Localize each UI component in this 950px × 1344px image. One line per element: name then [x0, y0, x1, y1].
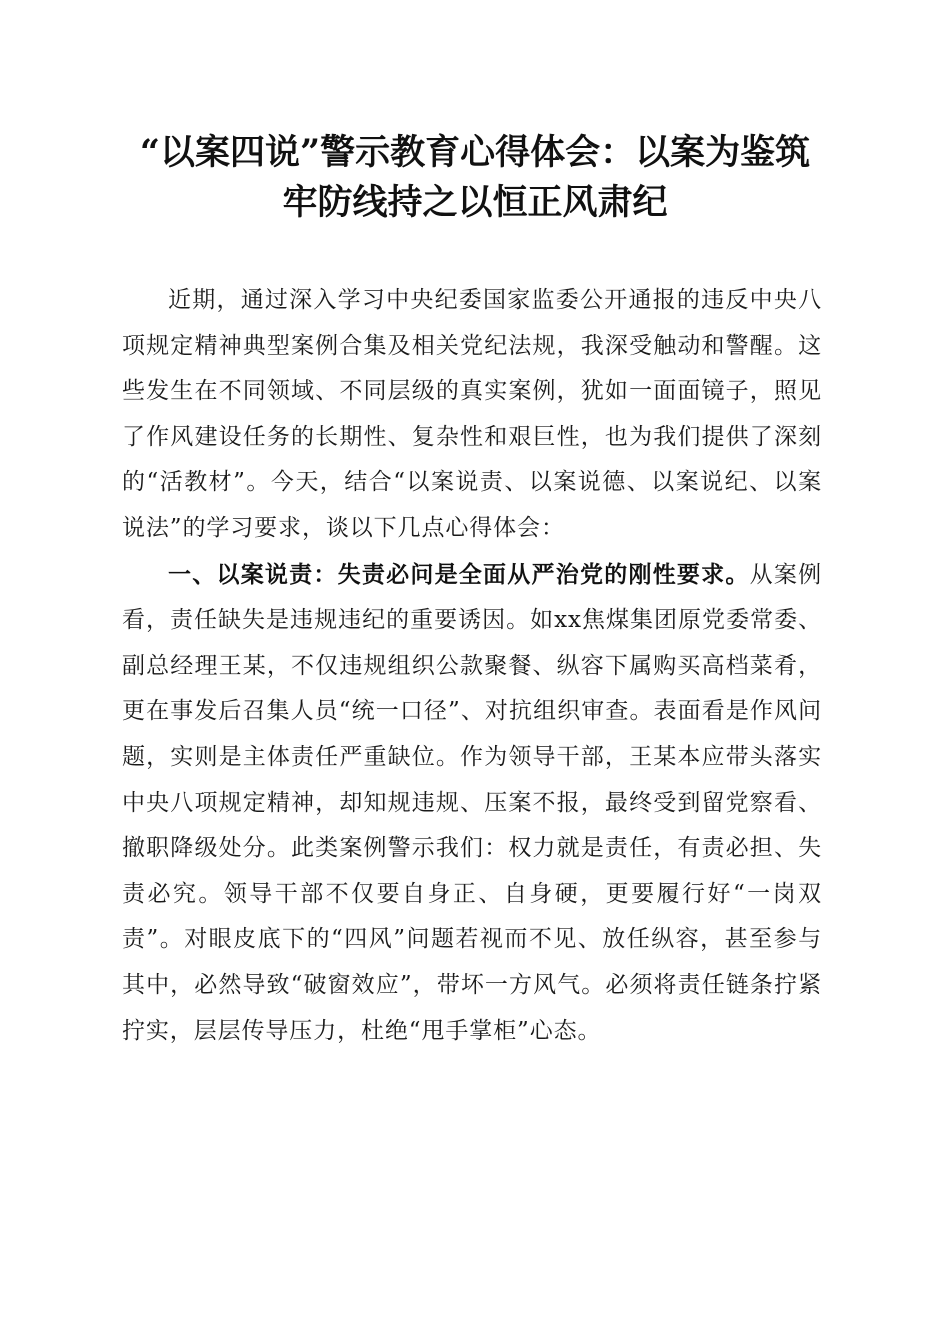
section-one-heading: 一、以案说责：失责必问是全面从严治党的刚性要求。: [168, 560, 750, 588]
document-body: [122, 278, 822, 1054]
title-line-2: 牢防线持之以恒正风肃纪: [282, 182, 668, 223]
document-title: [100, 128, 850, 228]
intro-paragraph-text: 近期，通过深入学习中央纪委国家监委公开通报的违反中央八项规定精神典型案例合集及相关党纪法规，我深受触动和警醒。这些发生在不同领域、不同层级的真实案例，犹如一面面镜子，照见了作风建设任务的长期性、复杂性和艰巨性，也为我们提供了深刻的“活教材”。今天，结合“以案说责、以案说德、以案说纪、以案说法”的学习要求，谈以下几点心得体会：: [122, 287, 822, 541]
title-line-1: “以案四说”警示教育心得体会：以案为鉴筑: [139, 132, 811, 173]
section-one-paragraph: [122, 552, 822, 1055]
intro-paragraph: [122, 278, 822, 552]
section-one-text: 从案例看，责任缺失是违规违纪的重要诱因。如xx焦煤集团原党委常委、副总经理王某，不仅违规组织公款聚餐、纵容下属购买高档菜肴，更在事发后召集人员“统一口径”、对抗组织审查。表面看是作风问题，实则是主体责任严重缺位。作为领导干部，王某本应带头落实中央八项规定精神，却知规违规、压案不报，最终受到留党察看、撤职降级处分。此类案例警示我们：权力就是责任，有责必担、失责必究。领导干部不仅要自身正、自身硬，更要履行好“一岗双责”。对眼皮底下的“四风”问题若视而不见、放任纵容，甚至参与其中，必然导致“破窗效应”，带坏一方风气。必须将责任链条拧紧拧实，层层传导压力，杜绝“甩手掌柜”心态。: [122, 561, 822, 1044]
